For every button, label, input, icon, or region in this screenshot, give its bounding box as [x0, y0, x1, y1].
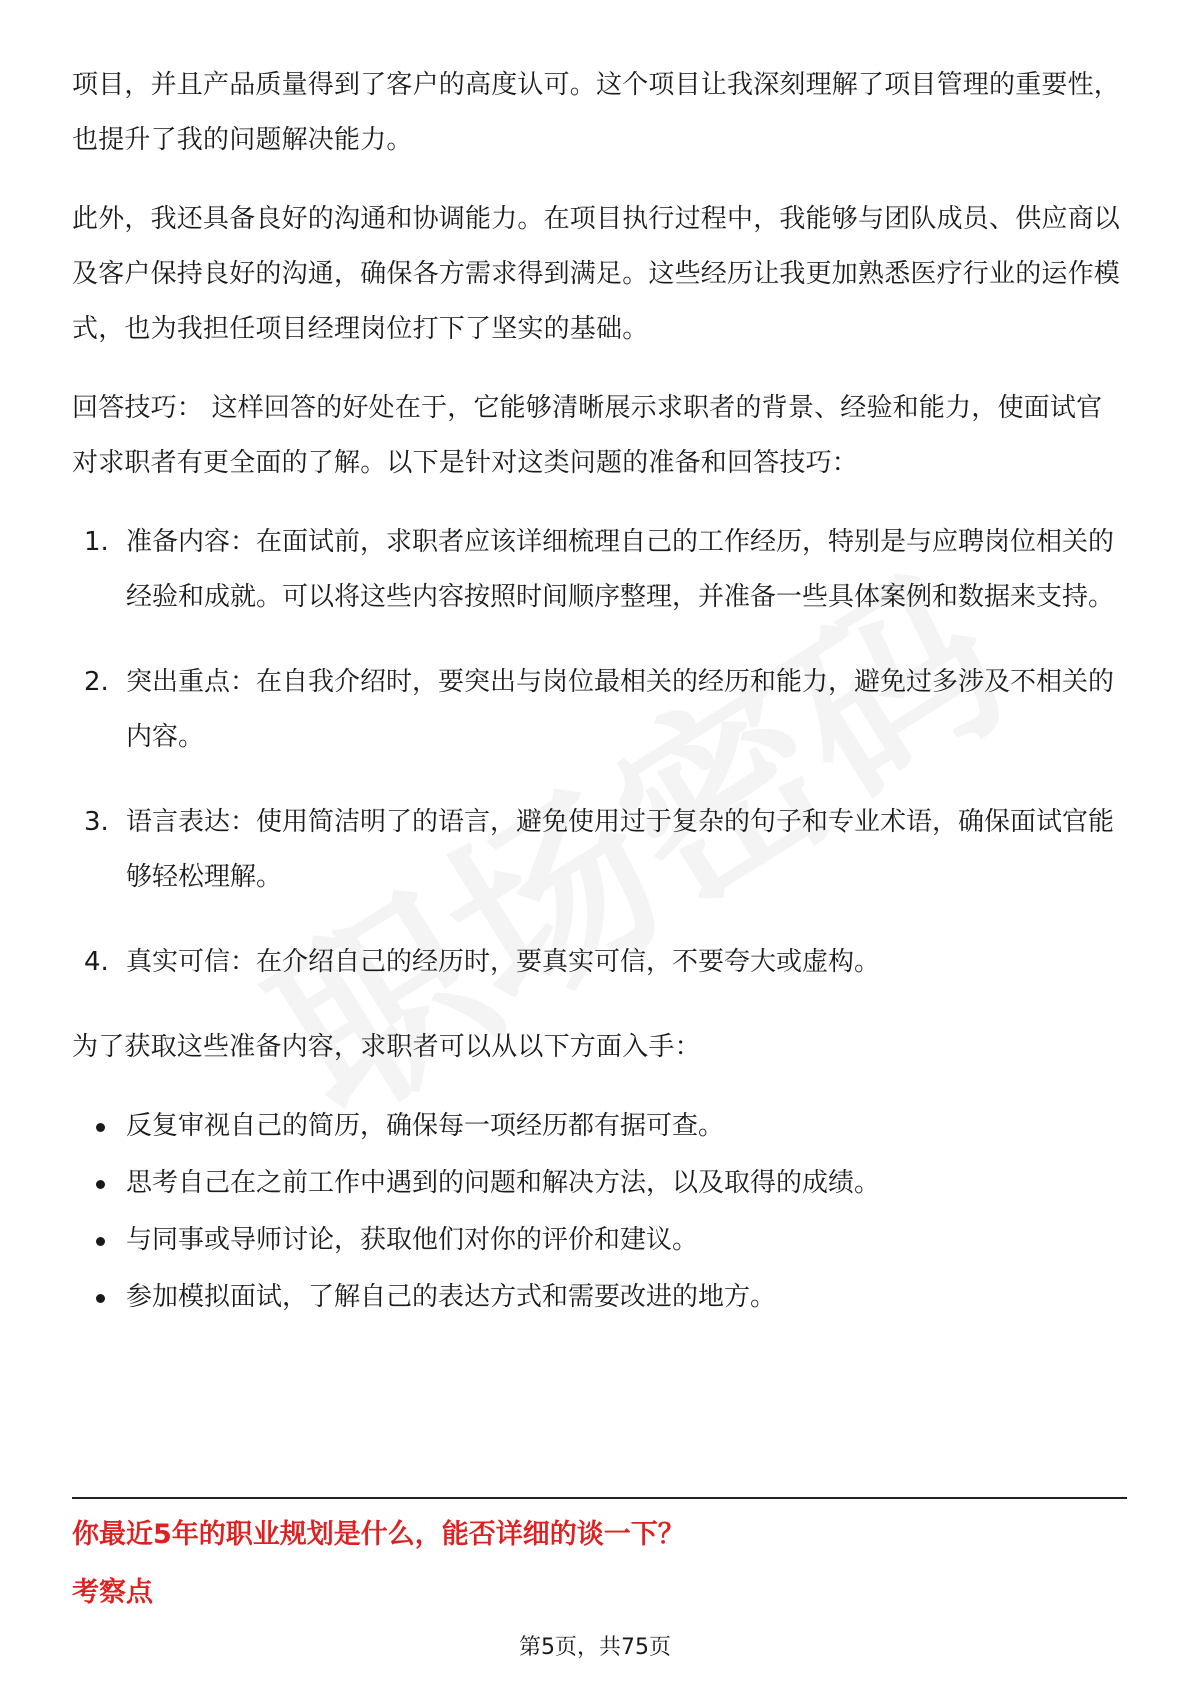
list-number: 1. — [84, 527, 109, 557]
bullet-text: 与同事或导师讨论，获取他们对你的评价和建议。 — [126, 1225, 699, 1255]
paragraph: 此外，我还具备良好的沟通和协调能力。在项目执行过程中，我能够与团队成员、供应商以及客户保持良好的沟通，确保各方需求得到满足。这些经历让我更加熟悉医疗行业的运作模式，也为我担任项目经理岗位打下了坚实的基础。 — [72, 204, 1121, 344]
bullet-list — [72, 1099, 1127, 1325]
list-item — [72, 655, 1127, 765]
list-number: 3. — [84, 807, 109, 837]
list-item — [72, 935, 1127, 990]
list-item-text: 突出重点：在自我介绍时，要突出与岗位最相关的经历和能力，避免过多涉及不相关的内容。 — [126, 667, 1115, 752]
document-body — [72, 58, 1127, 1327]
paragraph-answer-tips: 回答技巧： 这样回答的好处在于，它能够清晰展示求职者的背景、经验和能力，使面试官对求职者有更全面的了解。以下是针对这类问题的准备和回答技巧： — [72, 393, 1103, 478]
bullet-item — [72, 1270, 1127, 1325]
question-heading: 你最近5年的职业规划是什么，能否详细的谈一下？ — [72, 1519, 685, 1550]
list-item-text: 准备内容：在面试前，求职者应该详细梳理自己的工作经历，特别是与应聘岗位相关的经验和成就。可以将这些内容按照时间顺序整理，并准备一些具体案例和数据来支持。 — [126, 527, 1115, 612]
bullet-dot-icon — [96, 1294, 105, 1303]
bullet-text: 反复审视自己的简历，确保每一项经历都有据可查。 — [126, 1111, 725, 1141]
bullet-text: 参加模拟面试，了解自己的表达方式和需要改进的地方。 — [126, 1282, 777, 1312]
page-number: 第5页，共75页 — [519, 1635, 671, 1660]
bullet-dot-icon — [96, 1237, 105, 1246]
numbered-list — [72, 515, 1127, 990]
subheading: 考察点 — [72, 1577, 153, 1608]
list-number: 2. — [84, 667, 109, 697]
bullet-dot-icon — [96, 1180, 105, 1189]
list-item — [72, 795, 1127, 905]
list-number: 4. — [84, 947, 109, 977]
bullet-text: 思考自己在之前工作中遇到的问题和解决方法，以及取得的成绩。 — [126, 1168, 881, 1198]
bullet-item — [72, 1156, 1127, 1211]
bullet-item — [72, 1099, 1127, 1154]
bullet-item — [72, 1213, 1127, 1268]
bullet-dot-icon — [96, 1123, 105, 1132]
list-item-text: 语言表达：使用简洁明了的语言，避免使用过于复杂的句子和专业术语，确保面试官能够轻松理解。 — [126, 807, 1115, 892]
section-divider — [72, 1497, 1127, 1499]
list-item — [72, 515, 1127, 625]
bullets-intro: 为了获取这些准备内容，求职者可以从以下方面入手： — [72, 1032, 701, 1062]
paragraph: 项目，并且产品质量得到了客户的高度认可。这个项目让我深刻理解了项目管理的重要性，也提升了我的问题解决能力。 — [72, 70, 1121, 155]
list-item-text: 真实可信：在介绍自己的经历时，要真实可信，不要夸大或虚构。 — [126, 947, 881, 977]
